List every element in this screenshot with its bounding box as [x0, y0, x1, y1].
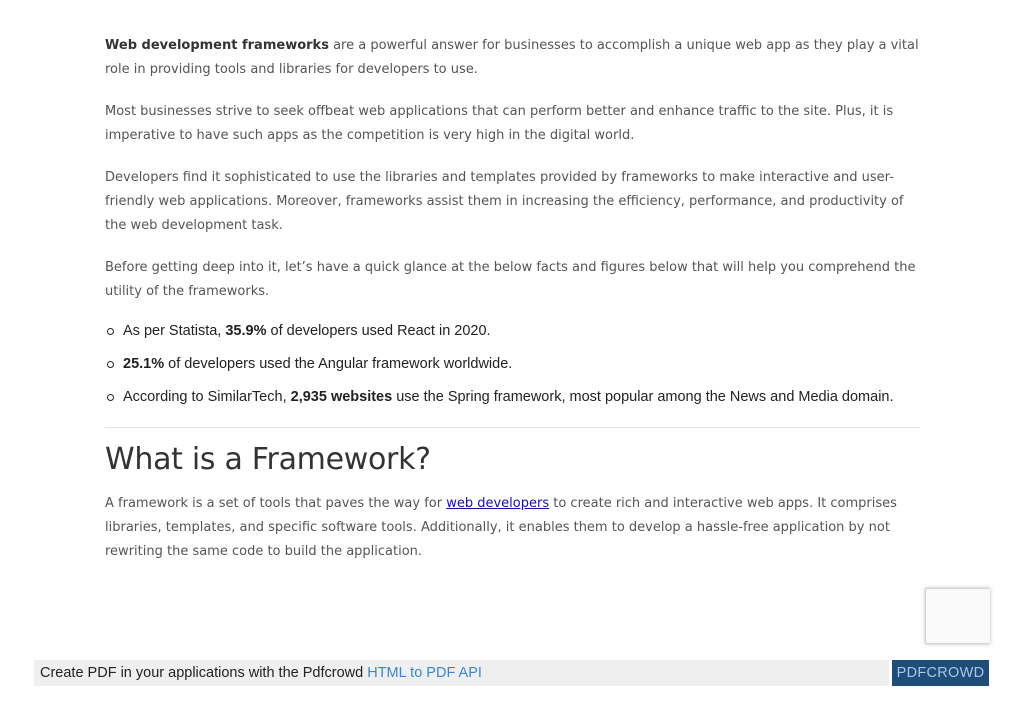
facts-list [105, 322, 920, 421]
bullet-icon [107, 328, 114, 335]
paragraph-businesses: Most businesses strive to seek offbeat web applications that can perform better and enhance traffic to the site. Plus, it is imperative to have such apps as the competition is very high in the digital world. [105, 104, 894, 143]
recaptcha-badge[interactable] [925, 588, 990, 644]
list-item [105, 388, 920, 421]
html-to-pdf-api-link[interactable]: HTML to PDF API [367, 665, 482, 681]
pdfcrowd-logo[interactable]: PDFCROWD [892, 660, 989, 686]
pdfcrowd-footer [34, 660, 889, 686]
fact-text: use the Spring framework, most popular among the News and Media domain. [392, 389, 894, 405]
article-content [105, 34, 920, 582]
footer-text: Create PDF in your applications with the Pdfcrowd [40, 665, 368, 681]
list-item [105, 355, 920, 388]
definition-paragraph [105, 492, 920, 564]
fact-bold: 2,935 websites [290, 389, 393, 405]
intro-paragraph [105, 34, 920, 82]
definition-text: to create rich and interactive web apps. It comprises libraries, templates, and specific software tools. Additionally, it enables them to develop a hassle-free application by not rewriting the same code to build the application. [105, 496, 897, 559]
definition-text: A framework is a set of tools that paves the way for [105, 496, 447, 511]
list-item [105, 322, 920, 355]
bullet-icon [107, 361, 114, 368]
intro-text: are a powerful answer for businesses to accomplish a unique web app as they play a vital role in providing tools and libraries for developers to use. [105, 38, 919, 77]
bullet-icon [107, 394, 114, 401]
fact-text: of developers used the Angular framework worldwide. [164, 356, 513, 372]
section-divider [105, 427, 920, 428]
paragraph-developers: Developers find it sophisticated to use the libraries and templates provided by frameworks to make interactive and user-friendly web applications. Moreover, frameworks assist them in increasing the efficiency, performance, and productivity of the web development task. [105, 170, 904, 233]
intro-bold-text: Web development frameworks [105, 38, 329, 53]
web-developers-link[interactable]: web developers [446, 496, 550, 511]
fact-bold: 25.1% [123, 356, 165, 372]
paragraph-facts-intro: Before getting deep into it, let’s have a quick glance at the below facts and figures below that will help you comprehend the utility of the frameworks. [105, 260, 916, 299]
fact-text: of developers used React in 2020. [266, 323, 491, 339]
fact-text: According to SimilarTech, [123, 389, 291, 405]
section-heading: What is a Framework? [105, 442, 431, 477]
fact-bold: 35.9% [225, 323, 267, 339]
fact-text: As per Statista, [123, 323, 226, 339]
